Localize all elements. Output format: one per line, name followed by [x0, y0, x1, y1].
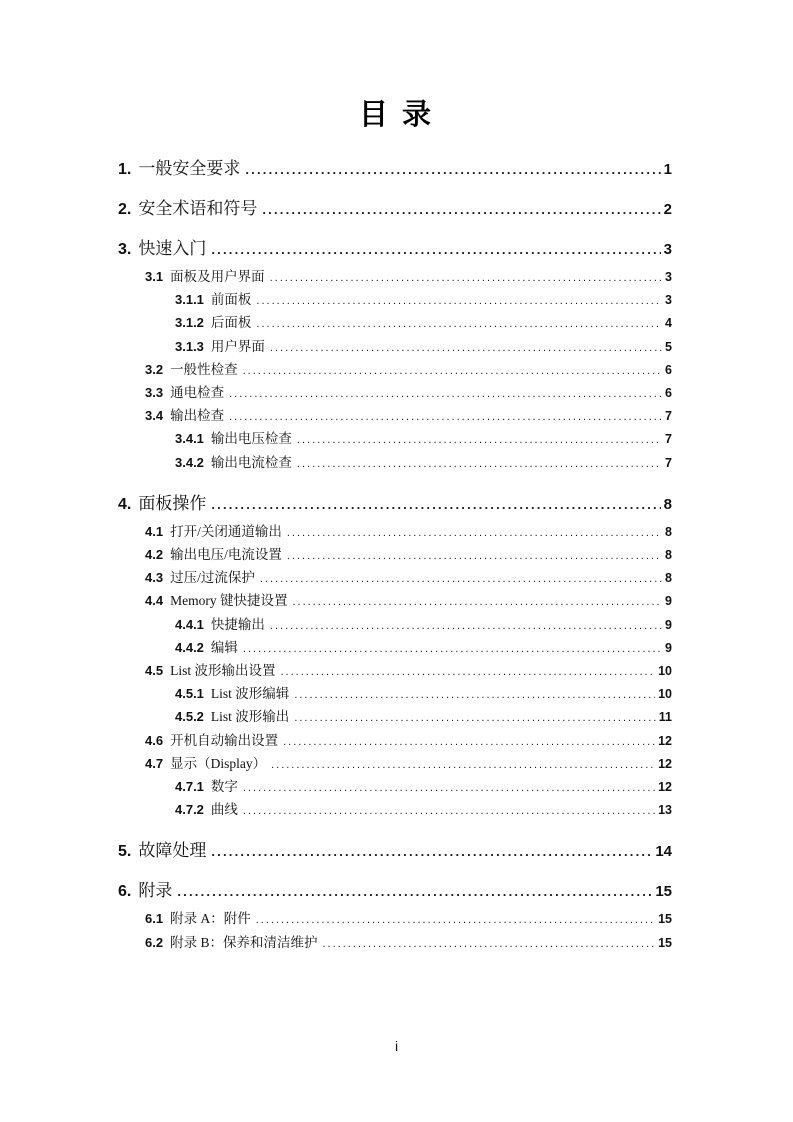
toc-entry-number: 3.2	[145, 361, 164, 377]
toc-entry-number: 4.	[118, 495, 132, 513]
toc-entry-number: 4.6	[145, 732, 164, 748]
toc-entry-label: 后面板	[210, 315, 252, 331]
toc-entry-6-1[interactable]	[118, 908, 672, 931]
toc-entry-page: 5	[665, 339, 672, 354]
toc-entry-number: 4.7.2	[175, 802, 204, 818]
dot-leader	[270, 266, 662, 289]
dot-leader	[243, 799, 655, 822]
toc-entry-1[interactable]	[118, 158, 672, 180]
toc-entry-4[interactable]	[118, 493, 672, 515]
toc-entry-number: 4.4	[145, 593, 164, 609]
toc-entry-label: 输出电流检查	[210, 454, 292, 470]
toc-entry-page: 12	[658, 733, 672, 748]
dot-leader	[229, 382, 662, 405]
toc-entry-4-7[interactable]	[118, 753, 672, 776]
toc-entry-3-2[interactable]	[118, 359, 672, 382]
toc-entry-number: 3.3	[145, 385, 164, 401]
toc-entry-4-1[interactable]	[118, 521, 672, 544]
dot-leader	[211, 840, 652, 862]
page-title: 目 录	[358, 99, 435, 131]
toc-entry-number: 6.1	[145, 911, 164, 927]
toc-entry-page: 14	[655, 843, 672, 861]
toc-entry-number: 3.1.3	[175, 338, 204, 354]
toc-entry-label: 快捷输出	[210, 616, 265, 632]
toc-entry-page: 10	[658, 664, 672, 679]
toc-entry-label: 编辑	[210, 639, 238, 655]
toc-entry-3-3[interactable]	[118, 382, 672, 405]
toc-entry-4-6[interactable]	[118, 730, 672, 753]
toc-entry-page: 8	[665, 524, 672, 539]
toc-entry-page: 6	[665, 386, 672, 401]
toc-entry-label: 打开/关闭通道输出	[170, 523, 282, 539]
toc-entry-page: 6	[665, 362, 672, 377]
dot-leader	[292, 590, 662, 613]
dot-leader	[297, 428, 662, 451]
toc-entry-label: 一般性检查	[170, 361, 238, 377]
toc-entry-page: 7	[665, 409, 672, 424]
toc-entry-page: 11	[658, 710, 672, 725]
toc-entry-4-4[interactable]	[118, 590, 672, 613]
toc-entry-label: 输出检查	[170, 408, 225, 424]
toc-entry-page: 10	[658, 687, 672, 702]
toc-entry-number: 3.	[118, 241, 132, 258]
toc-entry-number: 5.	[118, 843, 132, 861]
toc-entry-label: Memory 键快捷设置	[170, 593, 288, 609]
toc-entry-4-4-2[interactable]	[118, 637, 672, 660]
toc-entry-3-4[interactable]	[118, 405, 672, 428]
toc-entry-4-4-1[interactable]	[118, 614, 672, 637]
toc-entry-label: 附录 A：附件	[170, 911, 251, 927]
toc-entry-label: List 波形输出设置	[170, 663, 276, 679]
toc-entry-3-4-1[interactable]	[118, 428, 672, 451]
dot-leader	[177, 880, 652, 902]
toc-entry-number: 4.7	[145, 755, 164, 771]
toc-entry-number: 3.4.1	[175, 431, 204, 447]
toc-entry-4-3[interactable]	[118, 567, 672, 590]
dot-leader	[243, 637, 662, 660]
toc-entry-page: 3	[665, 270, 672, 284]
toc-entry-page: 8	[663, 495, 672, 513]
toc-entry-page: 12	[658, 756, 672, 771]
toc-entry-page: 7	[665, 432, 672, 447]
toc-entry-page: 8	[665, 571, 672, 586]
toc-entry-page: 15	[655, 883, 672, 901]
toc-entry-4-5-1[interactable]	[118, 683, 672, 706]
toc-entry-number: 4.4.2	[175, 639, 204, 655]
toc-entry-label: 通电检查	[170, 385, 225, 401]
toc-entry-number: 3.4.2	[175, 454, 204, 470]
toc-entry-label: List 波形输出	[210, 709, 290, 725]
toc-entry-number: 4.5.1	[175, 686, 204, 702]
toc-entry-page: 9	[665, 640, 672, 655]
dot-leader	[211, 238, 660, 260]
toc-entry-label: 面板操作	[138, 493, 207, 513]
toc-entry-number: 3.1	[145, 269, 164, 284]
toc-entry-number: 3.1.2	[175, 315, 204, 331]
dot-leader	[271, 753, 655, 776]
toc-entry-label: 前面板	[210, 292, 252, 308]
toc-entry-label: 附录 B：保养和清洁维护	[170, 934, 318, 950]
toc-entry-label: 曲线	[210, 802, 238, 818]
toc-entry-page: 3	[663, 241, 672, 258]
toc-entry-number: 4.7.1	[175, 779, 204, 795]
toc-entry-3-1-3[interactable]	[118, 336, 672, 359]
dot-leader	[322, 932, 655, 955]
toc-entry-label: 附录	[138, 881, 173, 901]
toc-entry-3[interactable]	[118, 238, 672, 260]
toc-entry-page: 8	[665, 548, 672, 563]
dot-leader	[287, 521, 662, 544]
toc-entry-page: 1	[663, 161, 672, 178]
toc-entry-label: 故障处理	[138, 841, 207, 861]
toc-entry-4-7-2[interactable]	[118, 799, 672, 822]
toc-entry-6[interactable]	[118, 880, 672, 902]
toc-entry-label: 面板及用户界面	[170, 269, 265, 284]
toc-entry-page: 15	[658, 912, 672, 927]
page-footer-number: i	[394, 1038, 399, 1054]
toc-entry-label: 过压/过流保护	[170, 570, 255, 586]
toc-entry-number: 3.1.1	[175, 292, 204, 308]
dot-leader	[256, 312, 662, 335]
toc-entry-page: 9	[665, 594, 672, 609]
toc-entry-label: 用户界面	[210, 338, 265, 354]
dot-leader	[245, 158, 660, 180]
toc-entry-page: 9	[665, 617, 672, 632]
toc-entry-4-5[interactable]	[118, 660, 672, 683]
toc-entry-6-2[interactable]	[118, 932, 672, 955]
dot-leader	[262, 198, 660, 220]
dot-leader	[270, 614, 662, 637]
dot-leader	[243, 776, 655, 799]
toc-entry-4-7-1[interactable]	[118, 776, 672, 799]
dot-leader	[297, 452, 662, 475]
dot-leader	[270, 336, 662, 359]
toc-entry-label: 一般安全要求	[138, 159, 241, 178]
toc-entry-label: 显示（Display）	[170, 755, 267, 771]
toc-entry-page: 2	[663, 201, 672, 218]
toc-entry-page: 15	[658, 935, 672, 950]
toc-entry-label: 输出电压/电流设置	[170, 547, 282, 563]
toc-entry-label: 安全术语和符号	[138, 199, 258, 218]
toc-entry-number: 6.	[118, 883, 132, 901]
toc-entry-3-1-1[interactable]	[118, 289, 672, 312]
toc-entry-3-1[interactable]	[118, 266, 672, 289]
dot-leader	[256, 289, 662, 312]
toc-entry-page: 4	[665, 316, 672, 331]
toc-entry-label: 输出电压检查	[210, 431, 292, 447]
toc-entry-3-1-2[interactable]	[118, 312, 672, 335]
toc-entry-5[interactable]	[118, 840, 672, 862]
dot-leader	[283, 730, 655, 753]
dot-leader	[294, 683, 655, 706]
toc-entry-4-5-2[interactable]	[118, 706, 672, 729]
toc-entry-label: 快速入门	[138, 239, 207, 258]
dot-leader	[256, 908, 655, 931]
toc-entry-3-4-2[interactable]	[118, 452, 672, 475]
toc-entry-label: 数字	[210, 779, 238, 795]
dot-leader	[280, 660, 655, 683]
dot-leader	[243, 359, 662, 382]
dot-leader	[287, 544, 662, 567]
toc-entry-number: 4.2	[145, 547, 164, 563]
dot-leader	[294, 706, 655, 729]
toc-entry-number: 4.4.1	[175, 616, 204, 632]
dot-leader	[211, 493, 660, 515]
toc-entry-number: 3.4	[145, 408, 164, 424]
dot-leader	[260, 567, 662, 590]
toc-entry-number: 4.5	[145, 663, 164, 679]
toc-entry-label: 开机自动输出设置	[170, 732, 279, 748]
toc-entry-page: 12	[658, 780, 672, 795]
toc-entry-4-2[interactable]	[118, 544, 672, 567]
toc-entry-page: 13	[658, 803, 672, 818]
toc-entry-number: 4.1	[145, 523, 164, 539]
toc-entry-page: 3	[665, 293, 672, 308]
toc-entry-number: 2.	[118, 201, 132, 218]
dot-leader	[229, 405, 662, 428]
toc-entry-2[interactable]	[118, 198, 672, 220]
toc-entry-number: 6.2	[145, 934, 164, 950]
table-of-contents	[118, 140, 672, 955]
toc-entry-number: 1.	[118, 161, 132, 178]
toc-entry-label: List 波形编辑	[210, 686, 290, 702]
toc-entry-number: 4.3	[145, 570, 164, 586]
toc-entry-number: 4.5.2	[175, 709, 204, 725]
toc-entry-page: 7	[665, 455, 672, 470]
